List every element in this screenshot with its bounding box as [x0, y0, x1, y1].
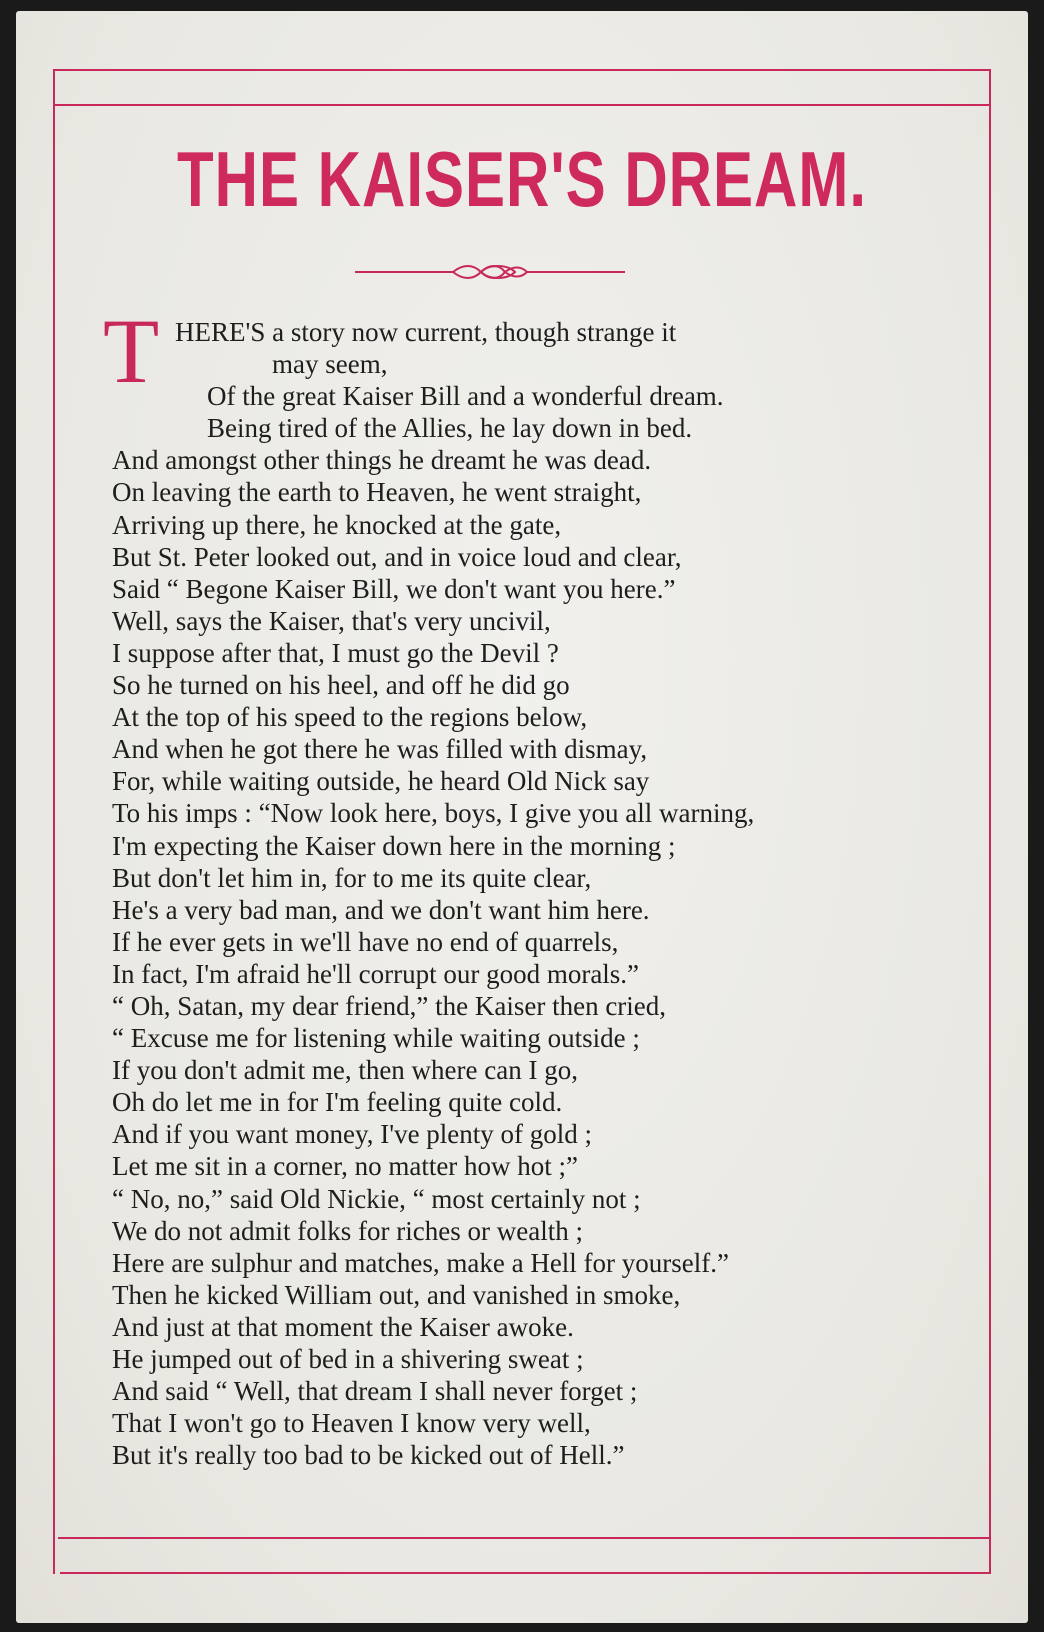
poem-line: And amongst other things he dreamt he was dead.	[112, 445, 652, 476]
poem-body	[112, 316, 992, 1471]
border-top-inner	[53, 104, 991, 106]
poem-line: Said “ Begone Kaiser Bill, we don't want you here.”	[112, 573, 676, 604]
poem-line: Let me sit in a corner, no matter how hot ;”	[112, 1151, 579, 1182]
poem-line: may seem,	[272, 349, 388, 380]
ornament-divider	[355, 262, 625, 282]
poem-line: He jumped out of bed in a shivering sweat ;	[112, 1344, 584, 1374]
poem-line: Of the great Kaiser Bill and a wonderful dream.	[207, 381, 724, 412]
border-bottom-inner	[58, 1537, 990, 1539]
poem-line: Then he kicked William out, and vanished in smoke,	[112, 1279, 681, 1310]
poem-line: And if you want money, I've plenty of gold ;	[112, 1119, 593, 1150]
poem-line: Here are sulphur and matches, make a Hell for yourself.”	[112, 1247, 729, 1278]
poem-line: If he ever gets in we'll have no end of quarrels,	[112, 926, 619, 957]
poem-line: And when he got there he was filled with dismay,	[112, 734, 648, 765]
poem-line: To his imps : “Now look here, boys, I give you all warning,	[112, 798, 755, 829]
poem-line: I'm expecting the Kaiser down here in the morning ;	[112, 830, 676, 861]
poem-line: But it's really too bad to be kicked out of Hell.”	[112, 1440, 625, 1471]
poem-line: At the top of his speed to the regions below,	[112, 702, 588, 733]
poem-line: I suppose after that, I must go the Devil ?	[112, 637, 559, 668]
poem-line: If you don't admit me, then where can I go,	[112, 1055, 578, 1086]
poem-line: On leaving the earth to Heaven, he went straight,	[112, 477, 642, 508]
poem-line: So he turned on his heel, and off he did go	[112, 670, 570, 701]
poem-line: And said “ Well, that dream I shall never forget ;	[112, 1376, 638, 1407]
poem-line: That I won't go to Heaven I know very well,	[112, 1408, 591, 1439]
poem-title: THE KAISER'S DREAM.	[177, 135, 867, 223]
poem-line: We do not admit folks for riches or wealth ;	[112, 1215, 583, 1246]
poem-line: HERE'S a story now current, though strange it	[175, 317, 677, 347]
poem-line: Well, says the Kaiser, that's very uncivil,	[112, 605, 551, 636]
poem-line: “ No, no,” said Old Nickie, “ most certainly not ;	[112, 1183, 641, 1214]
border-left	[53, 69, 55, 1574]
drop-cap: T	[103, 300, 160, 402]
poem-line: Oh do let me in for I'm feeling quite cold.	[112, 1087, 563, 1118]
poem-line: And just at that moment the Kaiser awoke.	[112, 1311, 574, 1342]
poem-line: In fact, I'm afraid he'll corrupt our good morals.”	[112, 958, 640, 989]
poem-line: Being tired of the Allies, he lay down in bed.	[207, 413, 693, 444]
poem-line: “ Oh, Satan, my dear friend,” the Kaiser then cried,	[112, 990, 667, 1021]
border-top-outer	[53, 69, 991, 71]
poem-line: But don't let him in, for to me its quite clear,	[112, 862, 592, 893]
poem-line: But St. Peter looked out, and in voice loud and clear,	[112, 541, 682, 572]
poem-line: He's a very bad man, and we don't want him here.	[112, 894, 650, 925]
poem-line: Arriving up there, he knocked at the gate,	[112, 509, 562, 540]
poem-line: “ Excuse me for listening while waiting outside ;	[112, 1023, 640, 1054]
border-bottom-outer	[60, 1572, 990, 1574]
poem-line: For, while waiting outside, he heard Old Nick say	[112, 766, 650, 797]
